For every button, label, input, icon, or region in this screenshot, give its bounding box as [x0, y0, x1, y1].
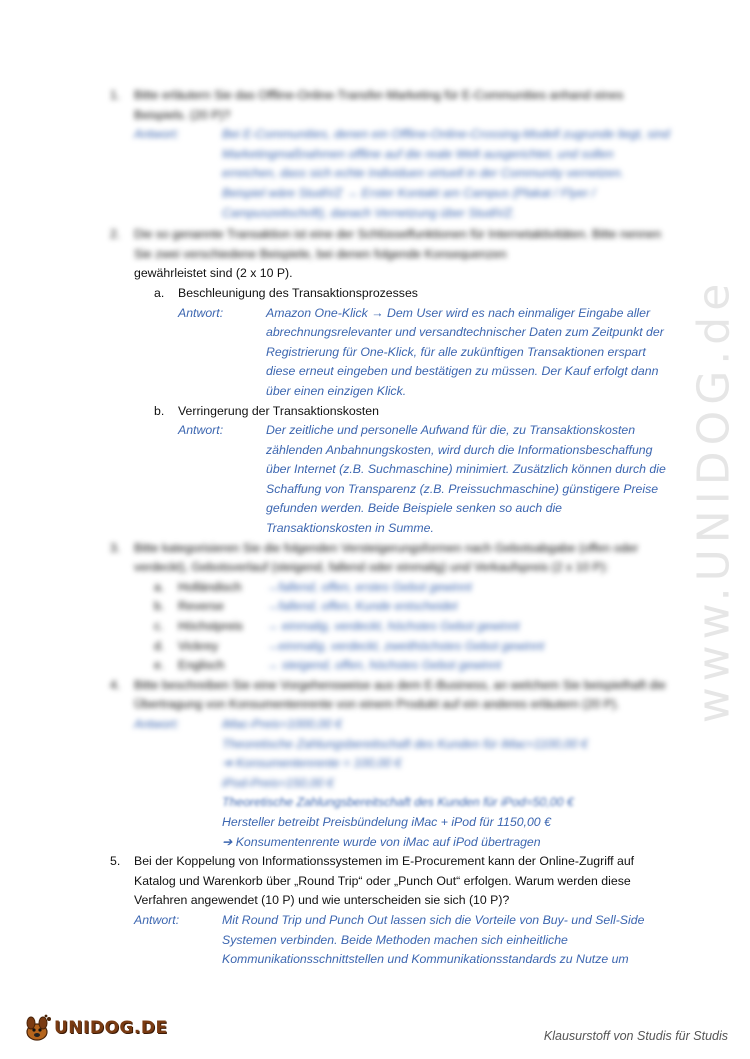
- question-text: Bitte kategorisieren Sie die folgenden Versteigerungsformen nach Gebotsabgabe (offen oder verdeckt), Gebotsverlauf (steigend, fallend oder einmalig) und Verkaufspreis (2 x 10 P):: [134, 540, 639, 575]
- subquestion-label: b.: [154, 403, 165, 418]
- auction-name: Holländisch: [178, 579, 242, 594]
- question-text: Bitte beschreiben Sie eine Vorgehensweise aus dem E-Business, an welchem Sie beispielhaft die Übertragung von Konsumentenrente von einem Produkt auf ein anderes erläutern (20 P).: [134, 677, 666, 712]
- answer-line: ➔ Konsumentenrente wurde von iMac auf iPod übertragen: [222, 834, 541, 849]
- auction-name: Vickrey: [178, 638, 219, 653]
- question-number: 4.: [110, 677, 121, 692]
- subquestion-b: [154, 402, 670, 422]
- auction-value: →einmalig, verdeckt, zweithöchstes Gebot gewinnt: [266, 638, 545, 653]
- question-text: Bei der Koppelung von Informationssystemen im E-Procurement kann der Online-Zugriff auf Katalog und Warenkorb über „Round Trip“ oder „Punch Out“ erfolgen. Warum werden diese Verfahren angewendet (10 P) und wie unterscheiden sie sich (10 P)?: [134, 854, 635, 908]
- answer-block: [134, 125, 670, 223]
- auction-name: Reverse: [178, 599, 224, 614]
- auction-name: Höchstpreis: [178, 619, 243, 634]
- auction-item: [154, 597, 670, 617]
- answer-label: Antwort:: [178, 305, 224, 320]
- dog-icon: [22, 1014, 52, 1042]
- answer-lines: [222, 715, 670, 852]
- auction-label: e.: [154, 658, 165, 673]
- subquestion-title: Verringerung der Transaktionskosten: [178, 403, 379, 418]
- auction-item: [154, 656, 670, 676]
- auction-label: c.: [154, 619, 164, 634]
- answer-line: iPod-Preis=150,00 €: [222, 775, 334, 790]
- question-number: 1.: [110, 88, 121, 102]
- question-text: Bitte erläutern Sie das Offline-Online-Transfer-Marketing für E-Communities anhand eines Beispiels. (20 P)?: [134, 88, 624, 122]
- footer-tagline: Klausurstoff von Studis für Studis: [543, 1029, 728, 1043]
- question-text-tail: gewährleistet sind (2 x 10 P).: [134, 266, 293, 281]
- answer-block: [134, 911, 670, 970]
- subquestion-label: a.: [154, 285, 165, 300]
- question-2: [110, 225, 670, 284]
- question-number: 2.: [110, 227, 121, 242]
- question-number: 3.: [110, 540, 121, 555]
- answer-line: iMac-Preis=1000,00 €: [222, 717, 342, 731]
- answer-line: Theoretische Zahlungsbereitschaft des Kunden für iMac=1100,00 €: [222, 736, 588, 751]
- answer-label: Antwort:: [134, 127, 180, 142]
- auction-item: [154, 617, 670, 637]
- subquestion-a: [154, 284, 670, 304]
- question-1: [110, 86, 670, 223]
- auction-value: → einmalig, verdeckt, höchstes Gebot gewinnt: [266, 619, 520, 634]
- auction-value: →fallend, offen, erstes Gebot gewinnt: [266, 579, 472, 594]
- answer-label: Antwort:: [134, 912, 180, 927]
- question-3: [110, 539, 670, 578]
- question-number: 5.: [110, 854, 121, 869]
- exam-content: [110, 86, 670, 970]
- unidog-logo: [22, 1014, 168, 1042]
- answer-block: [178, 304, 670, 402]
- question-5: [110, 852, 670, 911]
- answer-label: Antwort:: [134, 717, 180, 731]
- auction-label: d.: [154, 638, 165, 653]
- auction-name: Englisch: [178, 658, 225, 673]
- answer-label: Antwort:: [178, 423, 224, 438]
- auction-value: →fallend, offen, Kunde entscheidet: [266, 599, 458, 614]
- auction-label: b.: [154, 599, 165, 614]
- answer-block: [134, 715, 670, 852]
- subquestion-title: Beschleunigung des Transaktionsprozesses: [178, 285, 418, 300]
- auction-item: [154, 637, 670, 657]
- watermark: www.UNIDOG.de: [688, 277, 740, 723]
- question-text-blurred: Die so genannte Transaktion ist eine der Schlüsselfunktionen für Internetaktivitäten. Bitte nennen Sie zwei verschiedene Beispiele, bei denen folgende Konsequenzen: [134, 227, 662, 261]
- answer-text: Bei E-Communities, denen ein Offline-Online-Crossing-Modell zugrunde liegt, sind Marketingmaßnahmen offline auf die reale Welt ausgerichtet, und sollen erreichen, dass sich echte Individuen virtuell in der Community vernetzen. Beispiel wäre StudiVZ → Erster Kontakt am Campus (Plakat / Flyer / Campuszeitschrift), danach Vernetzung über StudiVZ.: [222, 127, 670, 220]
- answer-text: Mit Round Trip und Punch Out lassen sich die Vorteile von Buy- und Sell-Side Systemen verbinden. Beide Methoden machen sich einheitliche Kommunikationsschnittstellen und Kommunikationsstandards zu Nutze um: [222, 912, 645, 967]
- answer-text: Der zeitliche und personelle Aufwand für die, zu Transaktionskosten zählenden Anbahnungskosten, wird durch die Informationsbeschaffung über Internet (z.B. Suchmaschine) minimiert. Zusätzlich können durch die Schaffung von Transparenz (z.B. Preissuchmaschine) günstigere Preise gefunden werden. Beide Beispiele senken so auch die Transaktionskosten in Summe.: [266, 423, 666, 536]
- answer-line: Theoretische Zahlungsbereitschaft des Kunden für iPod=50,00 €: [222, 795, 574, 810]
- answer-text: Amazon One-Klick → Dem User wird es nach einmaliger Eingabe aller abrechnungsrelevanter und versandtechnischer Daten zum Zeitpunkt der Registrierung für One-Klick, für alle zukünftigen Transaktionen erspart diese erneut eingeben und bestätigen zu müssen. Der Kauf erfolgt dann über einen einzigen Klick.: [266, 305, 664, 398]
- answer-line: Hersteller betreibt Preisbündelung iMac + iPod für 1150,00 €: [222, 814, 551, 829]
- auction-label: a.: [154, 579, 165, 594]
- question-4: [110, 676, 670, 715]
- auction-item: [154, 578, 670, 598]
- answer-line: ➔ Konsumentenrente = 100,00 €: [222, 756, 402, 771]
- logo-text: UNIDOG.DE: [54, 1018, 168, 1038]
- auction-list: [110, 578, 670, 676]
- answer-block: [178, 421, 670, 539]
- auction-value: → steigend, offen, höchstes Gebot gewinnt: [266, 658, 502, 673]
